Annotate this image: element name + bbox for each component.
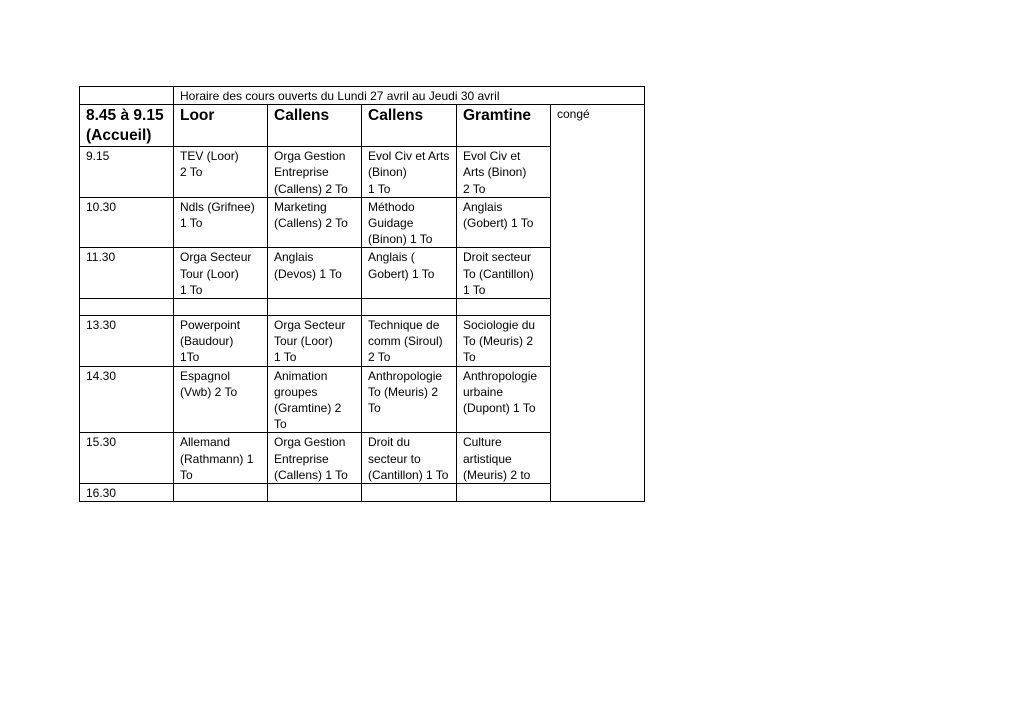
time-cell: 14.30	[80, 366, 174, 433]
schedule-title: Horaire des cours ouverts du Lundi 27 avril au Jeudi 30 avril	[174, 87, 645, 105]
time-cell: 13.30	[80, 316, 174, 367]
course-cell	[268, 299, 362, 316]
course-cell	[174, 484, 268, 502]
course-cell	[362, 299, 457, 316]
course-cell: Droit du secteur to (Cantillon) 1 To	[362, 433, 457, 484]
course-cell	[174, 299, 268, 316]
course-cell	[457, 484, 551, 502]
course-cell: Evol Civ et Arts (Binon) 2 To	[457, 147, 551, 198]
course-cell: Powerpoint (Baudour) 1To	[174, 316, 268, 367]
time-cell: 16.30	[80, 484, 174, 502]
conge-column: congé	[551, 105, 645, 502]
course-cell	[268, 484, 362, 502]
course-cell: Anglais (Gobert) 1 To	[457, 197, 551, 248]
header-row	[80, 105, 645, 147]
time-cell: 15.30	[80, 433, 174, 484]
header-teacher-4: Gramtine	[457, 105, 551, 147]
header-teacher-1: Loor	[174, 105, 268, 147]
course-cell: Espagnol (Vwb) 2 To	[174, 366, 268, 433]
course-cell: Animation groupes (Gramtine) 2 To	[268, 366, 362, 433]
course-cell: Evol Civ et Arts (Binon) 1 To	[362, 147, 457, 198]
course-cell: Allemand (Rathmann) 1 To	[174, 433, 268, 484]
course-cell: TEV (Loor) 2 To	[174, 147, 268, 198]
course-cell	[362, 484, 457, 502]
course-cell: Méthodo Guidage (Binon) 1 To	[362, 197, 457, 248]
course-cell: Anthropologie To (Meuris) 2 To	[362, 366, 457, 433]
course-cell: Culture artistique (Meuris) 2 to	[457, 433, 551, 484]
header-teacher-2: Callens	[268, 105, 362, 147]
time-cell: 10.30	[80, 197, 174, 248]
time-cell	[80, 299, 174, 316]
title-row	[80, 87, 645, 105]
time-cell: 9.15	[80, 147, 174, 198]
course-cell: Sociologie du To (Meuris) 2 To	[457, 316, 551, 367]
course-cell: Anglais ( Gobert) 1 To	[362, 248, 457, 299]
course-cell	[457, 299, 551, 316]
course-cell: Technique de comm (Siroul) 2 To	[362, 316, 457, 367]
course-cell: Droit secteur To (Cantillon) 1 To	[457, 248, 551, 299]
course-cell: Marketing (Callens) 2 To	[268, 197, 362, 248]
header-teacher-3: Callens	[362, 105, 457, 147]
time-cell: 11.30	[80, 248, 174, 299]
course-cell: Orga Gestion Entreprise (Callens) 1 To	[268, 433, 362, 484]
schedule-table	[79, 86, 645, 502]
course-cell: Orga Secteur Tour (Loor) 1 To	[174, 248, 268, 299]
blank-corner-cell	[80, 87, 174, 105]
course-cell: Ndls (Grifnee) 1 To	[174, 197, 268, 248]
course-cell: Orga Secteur Tour (Loor) 1 To	[268, 316, 362, 367]
course-cell: Orga Gestion Entreprise (Callens) 2 To	[268, 147, 362, 198]
course-cell: Anthropologie urbaine (Dupont) 1 To	[457, 366, 551, 433]
header-time-cell: 8.45 à 9.15 (Accueil)	[80, 105, 174, 147]
course-cell: Anglais (Devos) 1 To	[268, 248, 362, 299]
